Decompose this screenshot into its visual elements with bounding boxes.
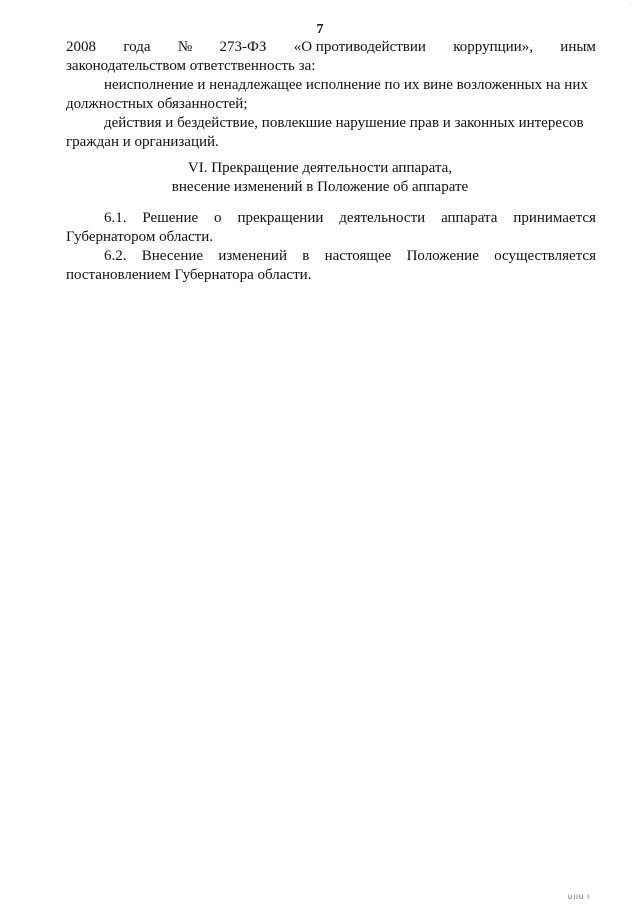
text-line: законодательством ответственность за: (66, 58, 316, 74)
word: деятельности (339, 210, 426, 226)
list-item-actions-line1: действия и бездействие, повлекшие нарушение прав и законных интересов (104, 115, 584, 131)
word: «О противодействии (293, 39, 426, 55)
clauses (66, 209, 596, 285)
footer-scan-mark: UIIU I (568, 894, 590, 901)
clause-6-2-line1 (66, 247, 596, 266)
word: изменений (218, 248, 287, 264)
word: Внесение (141, 248, 204, 264)
word: в (302, 248, 310, 264)
word: прекращении (237, 210, 324, 226)
word: осуществляется (494, 248, 596, 264)
word: 2008 (66, 39, 96, 55)
word: Решение (142, 210, 199, 226)
word: Положение (406, 248, 479, 264)
list-item-actions-line2: граждан и организаций. (66, 134, 219, 150)
word: о (214, 210, 222, 226)
justified-line (66, 38, 596, 57)
page-number: 7 (316, 22, 324, 37)
list-item-nonperformance-line1: неисполнение и ненадлежащее исполнение по их вине возложенных на них (104, 77, 588, 93)
section-heading-line2: внесение изменений в Положение об аппарате (171, 179, 469, 195)
word: аппарата (441, 210, 498, 226)
section-heading (0, 159, 640, 197)
word: настоящее (324, 248, 392, 264)
clause-6-1-line2: Губернатором области. (66, 229, 213, 245)
section-heading-line1: VI. Прекращение деятельности аппарата, (187, 160, 453, 176)
paragraph-continuation (66, 38, 596, 152)
word: 273-ФЗ (219, 39, 267, 55)
word: коррупции», (453, 39, 533, 55)
word: № (177, 39, 193, 55)
clause-6-1-line1 (66, 209, 596, 228)
word: иным (560, 39, 596, 55)
word: принимается (513, 210, 596, 226)
word: 6.2. (104, 248, 127, 264)
scan-corner-mark: . (630, 0, 632, 7)
word: года (123, 39, 151, 55)
list-item-nonperformance-line2: должностных обязанностей; (66, 96, 248, 112)
word: 6.1. (104, 210, 127, 226)
clause-6-2-line2: постановлением Губернатора области. (66, 267, 312, 283)
